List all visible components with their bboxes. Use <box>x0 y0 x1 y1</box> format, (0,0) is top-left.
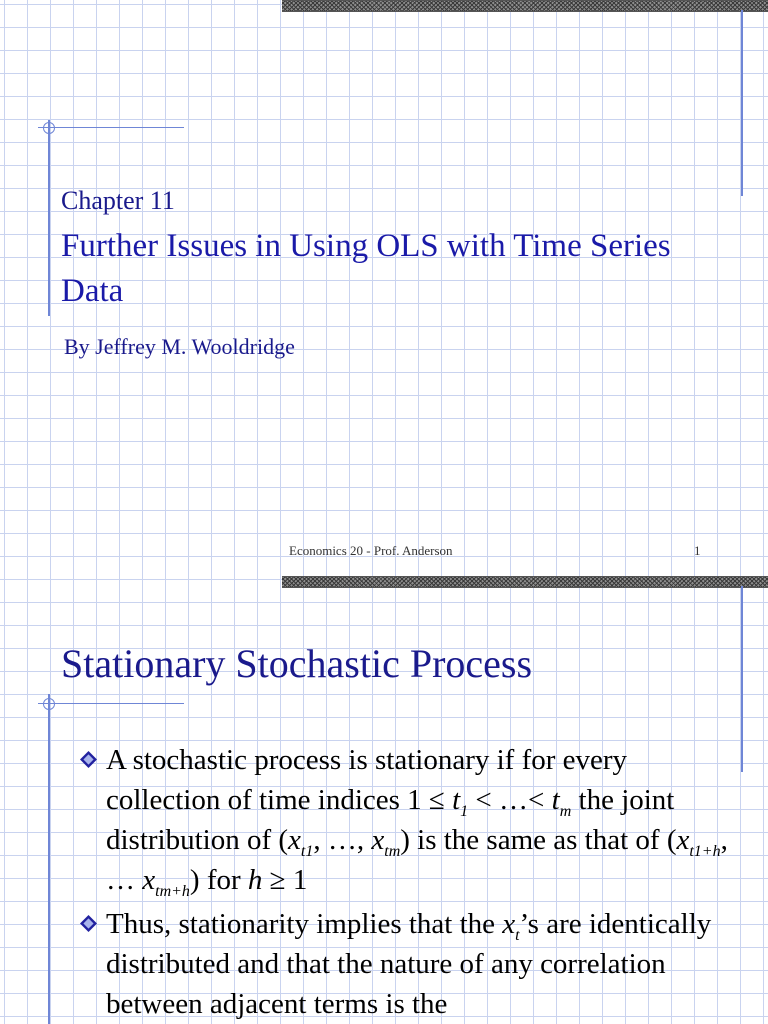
bullet-text: Thus, stationarity implies that the $x_t’s$ are identically distributed and that the nature of any correlation between adjacent terms is the <box>106 908 712 1020</box>
circle-marker-icon <box>43 698 55 710</box>
right-vertical-rule <box>741 586 743 772</box>
bullet-text: A stochastic process is stationary if for every collection of time indices $1 \le t_1$ < …< $t_m$ the joint distribution of ($x_{t1}$, …, $x_{tm}$) is the same as that of ($x_{t1+h}$, … $x_{tm+h}$) for h ≥ 1 <box>106 744 728 900</box>
bullet-list <box>78 740 738 1024</box>
left-horizontal-rule <box>38 127 184 128</box>
top-pattern-band <box>282 576 768 588</box>
slide-title: Stationary Stochastic Process <box>61 641 533 686</box>
right-vertical-rule <box>741 10 743 196</box>
diamond-bullet-icon <box>80 915 97 932</box>
top-pattern-band <box>282 0 768 12</box>
author-byline: By Jeffrey M. Wooldridge <box>64 334 295 359</box>
slide-2 <box>0 576 768 1024</box>
list-item <box>78 904 738 1024</box>
footer-course: Economics 20 - Prof. Anderson <box>289 543 453 558</box>
circle-marker-icon <box>43 122 55 134</box>
left-horizontal-rule <box>38 703 184 704</box>
left-vertical-rule <box>48 120 50 316</box>
page-number: 1 <box>694 543 701 558</box>
chapter-label: Chapter 11 <box>61 186 175 215</box>
left-vertical-rule <box>48 694 50 1024</box>
diamond-bullet-icon <box>80 751 97 768</box>
list-item <box>78 740 738 900</box>
slide-title: Further Issues in Using OLS with Time Series Data <box>61 228 671 309</box>
